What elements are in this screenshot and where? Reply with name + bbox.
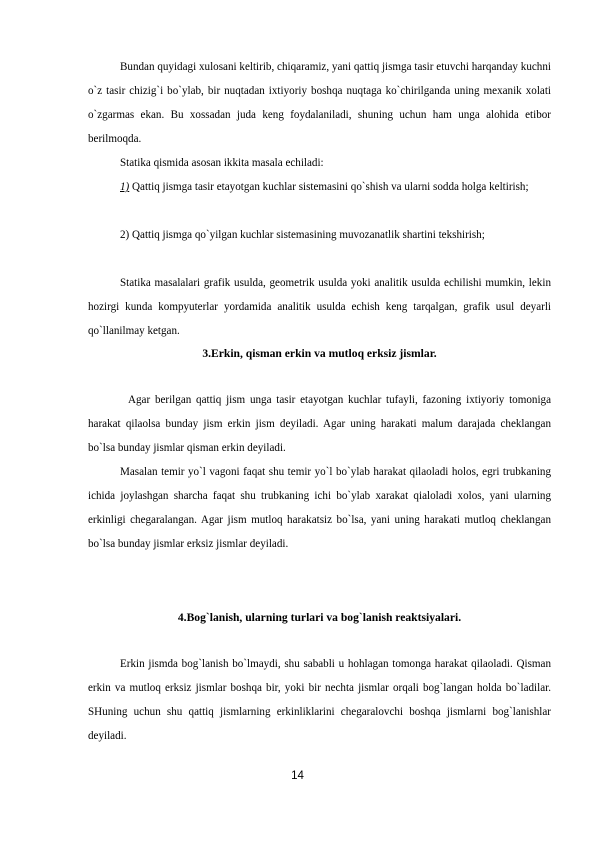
list-item-2: 2) Qattiq jismga qo`yilgan kuchlar sistemasining muvozanatlik shartini tekshirish; [120,229,485,241]
paragraph-constraints: Erkin jismda bog`lanish bo`lmaydi, shu sababli u hohlagan tomonga harakat qilaoladi. Qisman erkin va mutloq erksiz jismlar boshqa bir, yoki bir nechta jismlar orqali bog`langan holda bo`ladilar. SHuning uchun shu qattiq jismlarning erkinliklarini chegaralovchi boshqa jismlarni bog`lanishlar deyiladi. [88,658,551,742]
paragraph-statics-intro: Statika qismida asosan ikkita masala echiladi: [120,157,324,169]
section-heading-3: 3.Erkin, qisman erkin va mutloq erksiz jismlar. [202,347,437,360]
paragraph-example: Masalan temir yo`l vagoni faqat shu temir yo`l bo`ylab harakat qilaoladi holos, egri trubkaning ichida joylashgan sharcha faqat shu trubkaning ichi bo`ylab xarakat qialoladi xolos, yani ularning erkinligi chegaralangan. Agar jism mutloq harakatsiz bo`lsa, yani uning harakati mutloq cheklangan bo`lsa bunday jismlar erksiz jismlar deyiladi. [88,466,551,550]
page-number: 14 [291,770,304,782]
list-marker-1: 1) [120,181,130,193]
paragraph-conclusion: Bundan quyidagi xulosani keltirib, chiqaramiz, yani qattiq jismga tasir etuvchi harqanday kuchni o`z tasir chizig`i bo`ylab, bir nuqtadan ixtiyoriy boshqa nuqtaga ko`chirilganda uning mexanik xolati o`zgarmas ekan. Bu xossadan juda keng foydalaniladi, shuning uchun ham unga alohida etibor berilmoqda. [88,61,551,145]
list-item-1 [120,176,551,200]
section-heading-4: 4.Bog`lanish, ularning turlari va bog`lanish reaktsiyalari. [177,611,462,624]
paragraph-free-body: Agar berilgan qattiq jism unga tasir etayotgan kuchlar tufayli, fazoning ixtiyoriy tomoniga harakat qilaolsa bunday jism erkin jism deyiladi. Agar uning harakati malum darajada cheklangan bo`lsa bunday jismlar qisman erkin deyiladi. [88,394,551,454]
paragraph-methods: Statika masalalari grafik usulda, geometrik usulda yoki analitik usulda echilishi mumkin, lekin hozirgi kunda kompyuterlar yordamida analitik usulda echish keng tarqalgan, grafik usul deyarli qo`llanilmay ketgan. [88,277,551,337]
list-item-1-text: Qattiq jismga tasir etayotgan kuchlar sistemasini qo`shish va ularni sodda holga keltirish; [129,181,529,193]
